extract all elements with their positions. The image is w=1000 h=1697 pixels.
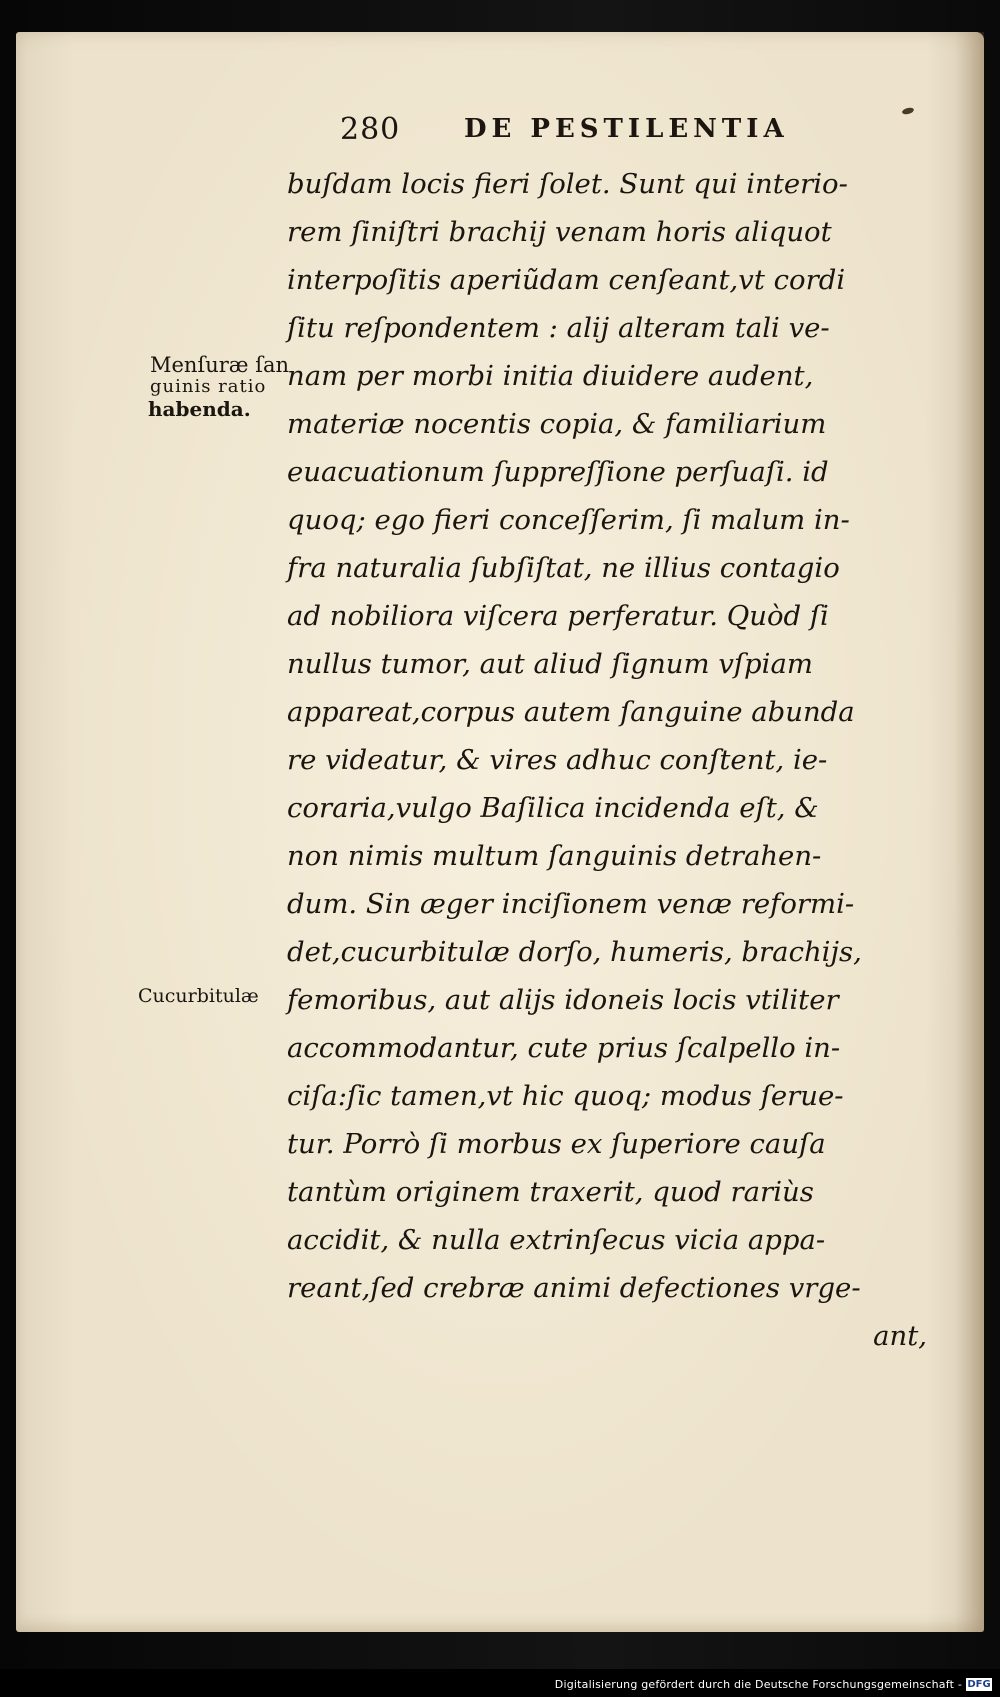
catchword: ant, bbox=[873, 1320, 927, 1352]
text-line: fra naturalia ſubſiſtat, ne illius contagio bbox=[287, 552, 840, 584]
text-line: reant,ſed crebræ animi defectiones vrge- bbox=[287, 1272, 861, 1304]
running-title: DE PESTILENTIA bbox=[464, 114, 789, 144]
dfg-logo: DFG bbox=[967, 1679, 991, 1690]
footer-bar bbox=[0, 1669, 1000, 1697]
text-line: ciſa:ſic tamen,vt hic quoq; modus ſerue- bbox=[287, 1080, 844, 1112]
text-line: materiæ nocentis copia, & familiarium bbox=[287, 408, 827, 440]
text-line: dum. Sin æger inciſionem venæ reformi- bbox=[287, 888, 855, 920]
margin-note-blood-measure bbox=[150, 354, 300, 420]
text-line: nullus tumor, aut aliud ſignum vſpiam bbox=[287, 648, 813, 680]
digitization-credit: Digitalisierung gefördert durch die Deutsche Forschungsgemeinschaft - bbox=[554, 1678, 962, 1691]
text-line: ad nobiliora viſcera perferatur. Quòd ſi bbox=[287, 600, 829, 632]
page-number: 280 bbox=[340, 112, 401, 147]
text-line: det,cucurbitulæ dorſo, humeris, brachijs, bbox=[287, 936, 862, 968]
text-line: appareat,corpus autem ſanguine abunda bbox=[287, 696, 855, 728]
text-line: coraria,vulgo Baſilica incidenda eſt, & bbox=[287, 792, 819, 824]
margin-note-line: habenda. bbox=[148, 397, 251, 421]
text-line: tantùm originem traxerit, quod rariùs bbox=[287, 1176, 814, 1208]
text-line: ſitu reſpondentem : alij alteram tali ve- bbox=[287, 312, 830, 344]
text-line: buſdam locis fieri ſolet. Sunt qui interio- bbox=[287, 168, 848, 200]
margin-note-cupping: Cucurbitulæ bbox=[138, 985, 259, 1007]
text-line: tur. Porrò ſi morbus ex ſuperiore cauſa bbox=[287, 1128, 826, 1160]
text-line: femoribus, aut alijs idoneis locis vtiliter bbox=[287, 984, 839, 1016]
text-line: interpoſitis aperiũdam cenſeant,vt cordi bbox=[287, 264, 846, 296]
margin-note-line: Menſuræ ſan bbox=[150, 353, 290, 377]
page-header bbox=[340, 112, 900, 152]
text-line: accommodantur, cute prius ſcalpello in- bbox=[287, 1032, 841, 1064]
text-line: non nimis multum ſanguinis detrahen- bbox=[287, 840, 822, 872]
margin-note-line: guinis ratio bbox=[150, 376, 267, 397]
text-line: nam per morbi initia diuidere audent, bbox=[287, 360, 814, 392]
text-line: rem ſiniſtri brachij venam horis aliquot bbox=[287, 216, 832, 248]
text-line: re videatur, & vires adhuc conſtent, ie- bbox=[287, 744, 828, 776]
text-line: quoq; ego fieri conceſſerim, ſi malum in- bbox=[287, 504, 850, 536]
text-line: accidit, & nulla extrinſecus vicia appa- bbox=[287, 1224, 826, 1256]
text-line: euacuationum ſuppreſſione perſuaſi. id bbox=[287, 456, 829, 488]
